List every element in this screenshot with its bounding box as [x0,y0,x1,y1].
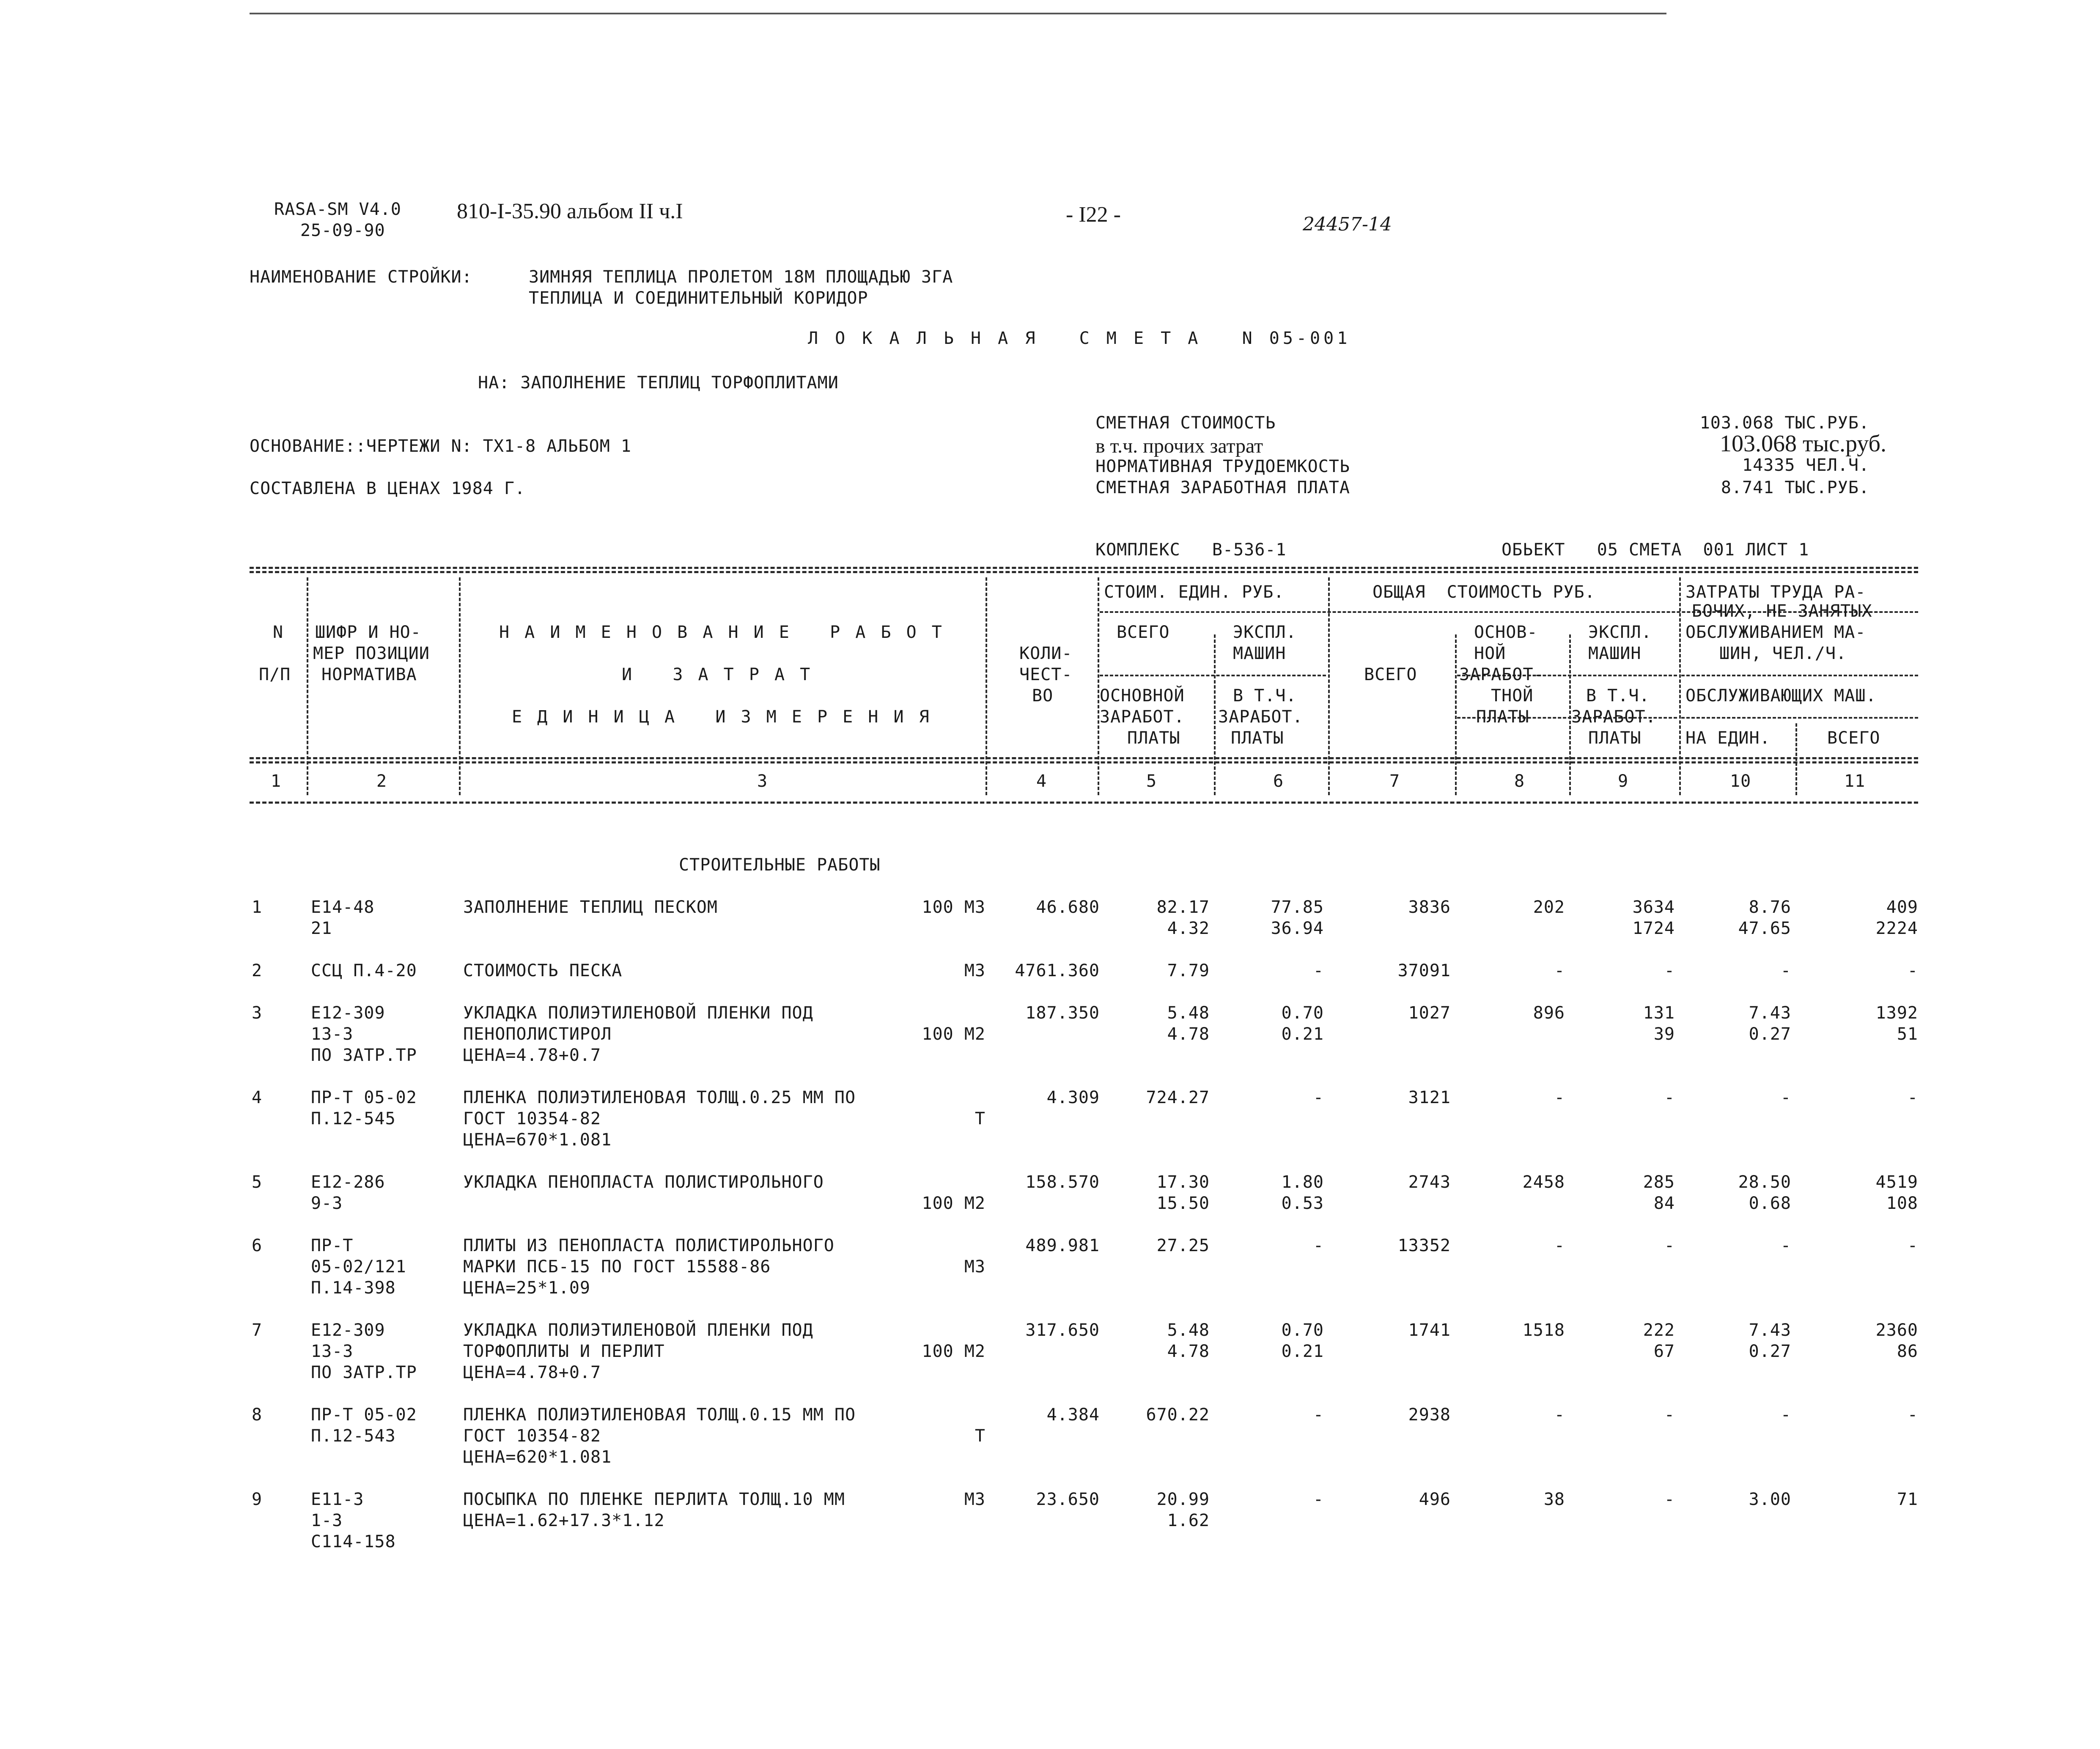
hdr-c2-c: НОРМАТИВА [321,665,417,684]
row-unit-total: 4.78 [1167,1024,1210,1044]
row-number: 3 [252,1003,263,1023]
colnum-5: 5 [1146,772,1157,791]
summary-labor-value: 14335 ЧЕЛ.Ч. [1742,456,1869,475]
row-machines: 285 [1643,1172,1675,1192]
hdr-c5-c: ЗАРАБОТ. [1100,707,1185,727]
row-unit: Т [975,1109,985,1128]
col-divider-4 [1098,577,1099,795]
row-name: ГОСТ 10354-82 [463,1109,601,1128]
row-total: 1027 [1408,1003,1451,1023]
row-quantity: 4.384 [1046,1405,1100,1425]
summary-wage-label: СМЕТНАЯ ЗАРАБОТНАЯ ПЛАТА [1095,478,1350,497]
hdr-c4-a: КОЛИ- [1019,644,1073,663]
header-rule-middle-2 [250,761,1918,763]
row-unit-total: 724.27 [1146,1088,1210,1107]
row-unit-machines: - [1313,1088,1324,1107]
row-unit-machines: 1.80 [1281,1172,1324,1192]
colnum-10: 10 [1730,772,1751,791]
hdr-c8-b: НОЙ [1474,644,1506,663]
header-rule-top [250,567,1918,569]
row-unit-total: 1.62 [1167,1511,1210,1530]
row-quantity: 158.570 [1025,1172,1100,1192]
hdr-c1-b: П/П [259,665,291,684]
summary-labor-label: НОРМАТИВНАЯ ТРУДОЕМКОСТЬ [1095,457,1350,476]
row-total: 3121 [1408,1088,1451,1107]
row-labor-total: 4519 [1875,1172,1918,1192]
registration-stamp: 24457-14 [1303,214,1392,235]
summary-wage-value: 8.741 ТЫС.РУБ. [1721,478,1869,497]
row-code: ПР-Т 05-02 [311,1405,417,1425]
row-labor-total: 409 [1886,898,1918,917]
row-number: 5 [252,1172,263,1192]
row-quantity: 46.680 [1036,898,1100,917]
row-total: 13352 [1397,1236,1451,1255]
row-machines: 131 [1643,1003,1675,1023]
row-total: 3836 [1408,898,1451,917]
col-divider-10 [1795,723,1797,795]
hdr-c2-b: МЕР ПОЗИЦИИ [313,644,430,663]
row-quantity: 187.350 [1025,1003,1100,1023]
row-machines: - [1664,961,1675,980]
row-total: 496 [1419,1490,1451,1509]
colnum-3: 3 [757,772,768,791]
row-unit: Т [975,1426,985,1446]
row-unit-machines: 0.53 [1281,1194,1324,1213]
colnum-2: 2 [376,772,387,791]
row-labor-per-unit: 8.76 [1749,898,1791,917]
price-base: СОСТАВЛЕНА В ЦЕНАХ 1984 Г. [250,479,526,498]
row-unit-total: 5.48 [1167,1003,1210,1023]
row-unit-machines: 0.70 [1281,1003,1324,1023]
row-unit: М3 [964,1490,985,1509]
row-labor-total: 71 [1897,1490,1918,1509]
row-code: Е14-48 [311,898,375,917]
row-labor-per-unit: - [1780,961,1791,980]
row-unit-machines: - [1313,1405,1324,1425]
row-code: Е12-286 [311,1172,385,1192]
hdr-c9-d: ЗАРАБОТ. [1571,707,1656,727]
row-number: 7 [252,1321,263,1340]
row-name: ТОРФОПЛИТЫ И ПЕРЛИТ [463,1342,665,1361]
header-rule-top-2 [250,571,1918,573]
row-unit-total: 17.30 [1156,1172,1210,1192]
colnum-4: 4 [1036,772,1047,791]
hdr-c3-c: Е Д И Н И Ц А И З М Е Р Е Н И Я [512,707,932,727]
object-sheet: ОБЬЕКТ 05 СМЕТА 001 ЛИСТ 1 [1502,540,1809,560]
hdr-labor-d: ШИН, ЧЕЛ./Ч. [1719,644,1847,663]
row-machines: - [1664,1236,1675,1255]
colnum-11: 11 [1844,772,1866,791]
row-machines: 3634 [1632,898,1675,917]
row-name: ГОСТ 10354-82 [463,1426,601,1446]
row-unit-machines: 0.70 [1281,1321,1324,1340]
hdr-c1-a: N [273,623,284,642]
hdr-c9-b: МАШИН [1588,644,1642,663]
row-base-wage: 896 [1533,1003,1565,1023]
row-code: П.12-543 [311,1426,396,1446]
row-name: УКЛАДКА ПОЛИЭТИЛЕНОВОЙ ПЛЕНКИ ПОД [463,1321,813,1340]
col-divider-6 [1328,577,1330,795]
row-machines: 222 [1643,1321,1675,1340]
hdr-c5-d: ПЛАТЫ [1127,728,1180,748]
row-name: ЦЕНА=4.78+0.7 [463,1046,601,1065]
header-rule-bottom [250,802,1918,804]
row-number: 9 [252,1490,263,1509]
row-labor-total: - [1907,1405,1918,1425]
row-code: ПР-Т [311,1236,354,1255]
row-labor-total: - [1907,961,1918,980]
hdr-c4-b: ЧЕСТ- [1019,665,1073,684]
row-code: 13-3 [311,1342,354,1361]
hdr-c3-a: Н А И М Е Н О В А Н И Е Р А Б О Т [499,623,944,642]
row-machines: 84 [1653,1194,1675,1213]
hdr-c8-a: ОСНОВ- [1474,623,1538,642]
row-quantity: 489.981 [1025,1236,1100,1255]
row-name: ЦЕНА=4.78+0.7 [463,1363,601,1382]
row-unit-total: 4.32 [1167,919,1210,938]
row-base-wage: - [1554,1236,1565,1255]
row-machines: - [1664,1088,1675,1107]
row-number: 1 [252,898,263,917]
row-labor-total: - [1907,1236,1918,1255]
row-labor-total: 108 [1886,1194,1918,1213]
row-labor-per-unit: 47.65 [1738,919,1791,938]
row-labor-total: 2360 [1875,1321,1918,1340]
row-code: ССЦ П.4-20 [311,961,417,980]
col-divider-8 [1569,634,1571,795]
summary-other-value: 103.068 тыс.руб. [1720,431,1886,457]
row-unit-total: 670.22 [1146,1405,1210,1425]
row-labor-per-unit: 3.00 [1749,1490,1791,1509]
col-divider-7 [1455,634,1457,795]
hdr-c9-c: В Т.Ч. [1586,686,1650,706]
row-unit-total: 82.17 [1156,898,1210,917]
row-quantity: 4.309 [1046,1088,1100,1107]
row-unit: 100 М3 [922,898,985,917]
row-code: Е11-3 [311,1490,364,1509]
row-code: 1-3 [311,1511,343,1530]
row-base-wage: - [1554,961,1565,980]
row-machines: - [1664,1405,1675,1425]
row-unit: М3 [964,961,985,980]
row-base-wage: - [1554,1088,1565,1107]
row-labor-per-unit: 28.50 [1738,1172,1791,1192]
hdr-unit-cost-group: СТОИМ. ЕДИН. РУБ. [1104,582,1285,602]
summary-cost-label: СМЕТНАЯ СТОИМОСТЬ [1095,413,1276,433]
row-unit-machines: 0.21 [1281,1342,1324,1361]
hdr-total-cost-group: ОБЩАЯ СТОИМОСТЬ РУБ. [1373,582,1595,602]
hdr-c5-a: ВСЕГО [1117,623,1170,642]
row-name: ПЕНОПОЛИСТИРОЛ [463,1024,612,1044]
row-machines: - [1664,1490,1675,1509]
row-code: 9-3 [311,1194,343,1213]
group-rule-4 [1681,675,1918,676]
row-quantity: 317.650 [1025,1321,1100,1340]
row-total: 1741 [1408,1321,1451,1340]
row-unit-machines: - [1313,1236,1324,1255]
row-unit-total: 27.25 [1156,1236,1210,1255]
col-divider-2 [459,577,461,795]
colnum-9: 9 [1618,772,1629,791]
col-divider-5 [1214,634,1216,795]
row-labor-total: - [1907,1088,1918,1107]
row-name: ЦЕНА=620*1.081 [463,1447,612,1467]
row-code: 21 [311,919,332,938]
col-divider-3 [985,577,987,795]
colnum-1: 1 [271,772,282,791]
row-labor-per-unit: 0.27 [1749,1342,1791,1361]
row-unit-total: 7.79 [1167,961,1210,980]
row-base-wage: - [1554,1405,1565,1425]
row-machines: 1724 [1632,919,1675,938]
row-number: 6 [252,1236,263,1255]
hdr-c6-c: В Т.Ч. [1233,686,1297,706]
hdr-c6-b: МАШИН [1233,644,1286,663]
hdr-c6-a: ЭКСПЛ. [1233,623,1297,642]
row-code: П.12-545 [311,1109,396,1128]
hdr-c3-b: И З А Т Р А Т [622,665,813,684]
row-unit: 100 М2 [922,1342,985,1361]
header-rule-middle [250,757,1918,759]
hdr-c9-e: ПЛАТЫ [1588,728,1642,748]
row-unit-machines: 0.21 [1281,1024,1324,1044]
complex-code: КОМПЛЕКС В-536-1 [1095,540,1287,560]
hdr-c6-e: ПЛАТЫ [1231,728,1284,748]
row-labor-per-unit: 7.43 [1749,1321,1791,1340]
hdr-c9-a: ЭКСПЛ. [1588,623,1652,642]
row-labor-total: 86 [1897,1342,1918,1361]
row-quantity: 23.650 [1036,1490,1100,1509]
row-labor-per-unit: - [1780,1236,1791,1255]
row-unit-machines: 36.94 [1271,919,1324,938]
row-name: ПОСЫПКА ПО ПЛЕНКЕ ПЕРЛИТА ТОЛЩ.10 ММ [463,1490,845,1509]
row-name: ЦЕНА=1.62+17.3*1.12 [463,1511,665,1530]
colnum-6: 6 [1273,772,1284,791]
col-divider-1 [307,577,308,795]
row-labor-per-unit: - [1780,1088,1791,1107]
row-code: ПО ЗАТР.ТР [311,1363,417,1382]
row-total: 37091 [1397,961,1451,980]
row-unit: М3 [964,1257,985,1277]
page-number: - I22 - [1066,203,1121,227]
project-label: НАИМЕНОВАНИЕ СТРОЙКИ: [250,267,472,287]
hdr-labor-c: ОБСЛУЖИВАНИЕМ МА- [1685,623,1866,642]
row-total: 2743 [1408,1172,1451,1192]
program-version: RASA-SM V4.0 [274,200,401,219]
hdr-labor-a: ЗАТРАТЫ ТРУДА РА- [1685,582,1866,602]
row-base-wage: 202 [1533,898,1565,917]
estimate-subject: НА: ЗАПОЛНЕНИЕ ТЕПЛИЦ ТОРФОПЛИТАМИ [478,373,839,393]
row-name: МАРКИ ПСБ-15 ПО ГОСТ 15588-86 [463,1257,771,1277]
row-name: ЦЕНА=670*1.081 [463,1130,612,1150]
colnum-8: 8 [1514,772,1525,791]
hdr-c8-d: ТНОЙ [1491,686,1534,706]
project-name-line1: ЗИМНЯЯ ТЕПЛИЦА ПРОЛЕТОМ 18М ПЛОЩАДЬЮ 3ГА [529,267,953,287]
hdr-c10: НА ЕДИН. [1685,728,1771,748]
row-unit: 100 М2 [922,1194,985,1213]
row-number: 2 [252,961,263,980]
row-unit-total: 15.50 [1156,1194,1210,1213]
group-rule-6 [1681,717,1918,719]
hdr-labor-b: БОЧИХ, НЕ ЗАНЯТЫХ [1692,601,1872,621]
top-scan-line [250,13,1666,14]
row-base-wage: 38 [1543,1490,1565,1509]
row-unit-machines: - [1313,1490,1324,1509]
row-name: ПЛЕНКА ПОЛИЭТИЛЕНОВАЯ ТОЛЩ.0.25 ММ ПО [463,1088,856,1107]
row-name: ПЛЕНКА ПОЛИЭТИЛЕНОВАЯ ТОЛЩ.0.15 ММ ПО [463,1405,856,1425]
row-code: ПР-Т 05-02 [311,1088,417,1107]
row-name: ЦЕНА=25*1.09 [463,1278,590,1298]
row-code: П.14-398 [311,1278,396,1298]
hdr-c8-c: ЗАРАБОТ- [1459,665,1544,684]
hdr-c2-a: ШИФР И НО- [315,623,421,642]
group-rule-2 [1100,675,1326,676]
row-labor-per-unit: 0.68 [1749,1194,1791,1213]
hdr-c6-d: ЗАРАБОТ. [1218,707,1303,727]
row-machines: 39 [1653,1024,1675,1044]
program-date: 25-09-90 [300,221,385,240]
row-name: ПЛИТЫ ИЗ ПЕНОПЛАСТА ПОЛИСТИРОЛЬНОГО [463,1236,835,1255]
row-name: ЗАПОЛНЕНИЕ ТЕПЛИЦ ПЕСКОМ [463,898,718,917]
row-unit: 100 М2 [922,1024,985,1044]
hdr-c5-b: ОСНОВНОЙ [1100,686,1185,706]
row-total: 2938 [1408,1405,1451,1425]
row-name: УКЛАДКА ПОЛИЭТИЛЕНОВОЙ ПЛЕНКИ ПОД [463,1003,813,1023]
row-unit-total: 4.78 [1167,1342,1210,1361]
row-code: Е12-309 [311,1321,385,1340]
row-labor-total: 2224 [1875,919,1918,938]
row-unit-total: 20.99 [1156,1490,1210,1509]
row-quantity: 4761.360 [1015,961,1100,980]
hdr-c11: ВСЕГО [1827,728,1880,748]
summary-cost-value: 103.068 ТЫС.РУБ. [1699,413,1869,433]
row-labor-per-unit: 0.27 [1749,1024,1791,1044]
row-code: С114-158 [311,1532,396,1551]
document-title: Л О К А Л Ь Н А Я С М Е Т А N 05-001 [808,329,1351,348]
row-number: 8 [252,1405,263,1425]
hdr-c4-c: ВО [1032,686,1054,706]
col-divider-9 [1679,577,1681,795]
hdr-c8-e: ПЛАТЫ [1476,707,1529,727]
section-title: СТРОИТЕЛЬНЫЕ РАБОТЫ [679,855,881,875]
row-labor-total: 51 [1897,1024,1918,1044]
estimate-basis: ОСНОВАНИЕ::ЧЕРТЕЖИ N: ТХ1-8 АЛЬБОМ 1 [250,437,631,456]
project-name-line2: ТЕПЛИЦА И СОЕДИНИТЕЛЬНЫЙ КОРИДОР [529,288,868,308]
row-name: УКЛАДКА ПЕНОПЛАСТА ПОЛИСТИРОЛЬНОГО [463,1172,824,1192]
hdr-labor-e: ОБСЛУЖИВАЮЩИХ МАШ. [1685,686,1877,706]
row-name: СТОИМОСТЬ ПЕСКА [463,961,623,980]
row-unit-machines: - [1313,961,1324,980]
summary-other-label: в т.ч. прочих затрат [1095,435,1263,457]
row-base-wage: 1518 [1522,1321,1565,1340]
colnum-7: 7 [1389,772,1400,791]
row-labor-per-unit: - [1780,1405,1791,1425]
row-unit-total: 5.48 [1167,1321,1210,1340]
row-unit-machines: 77.85 [1271,898,1324,917]
row-code: 05-02/121 [311,1257,406,1277]
row-number: 4 [252,1088,263,1107]
row-labor-per-unit: 7.43 [1749,1003,1791,1023]
row-code: 13-3 [311,1024,354,1044]
row-code: ПО ЗАТР.ТР [311,1046,417,1065]
row-labor-total: 1392 [1875,1003,1918,1023]
hdr-c7: ВСЕГО [1364,665,1417,684]
row-code: Е12-309 [311,1003,385,1023]
row-base-wage: 2458 [1522,1172,1565,1192]
row-machines: 67 [1653,1342,1675,1361]
album-reference: 810-I-35.90 альбом II ч.I [457,199,683,223]
